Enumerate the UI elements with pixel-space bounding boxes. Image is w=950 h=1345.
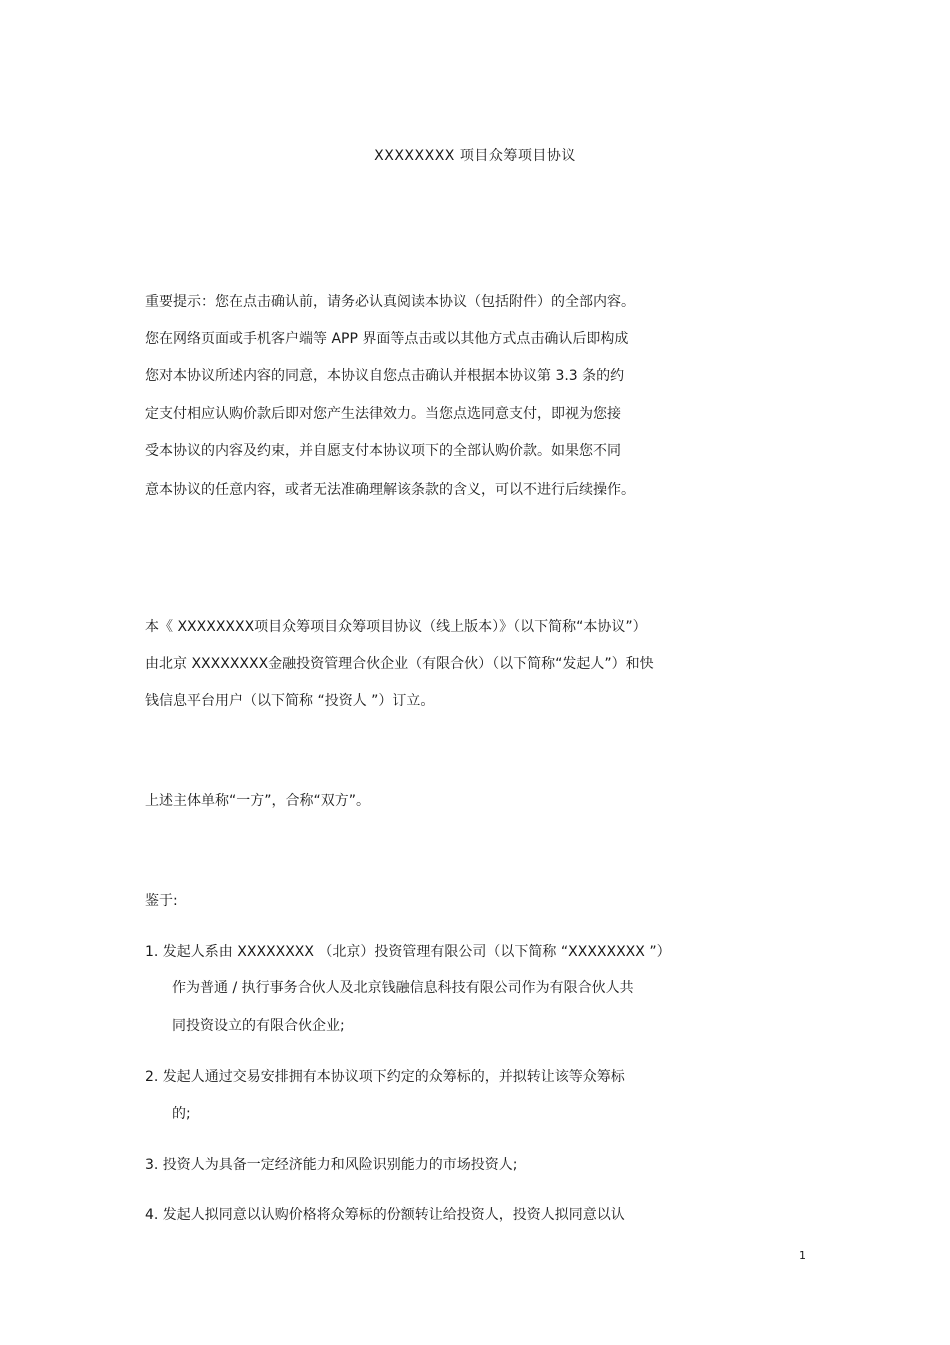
notice-line: 受本协议的内容及约束，并自愿支付本协议项下的全部认购价款。如果您不同 [145,443,621,459]
whereas-item-2: 2. 发起人通过交易安排拥有本协议项下约定的众筹标的，并拟转让该等众筹标 [145,1069,625,1085]
page-number: 1 [799,1249,806,1262]
notice-line: 您对本协议所述内容的同意，本协议自您点击确认并根据本协议第 3.3 条的约 [145,368,625,384]
parties-line: 钱信息平台用户（以下简称 “投资人 ”）订立。 [145,693,435,709]
notice-line: 重要提示：您在点击确认前，请务必认真阅读本协议（包括附件）的全部内容。 [145,294,635,310]
notice-line: 您在网络页面或手机客户端等 APP 界面等点击或以其他方式点击确认后即构成 [145,331,629,347]
whereas-heading: 鉴于: [145,893,178,909]
whereas-item-2-continuation: 的; [172,1106,191,1122]
notice-line: 意本协议的任意内容，或者无法准确理解该条款的含义，可以不进行后续操作。 [145,482,635,498]
whereas-item-1-continuation: 同投资设立的有限合伙企业; [172,1018,345,1034]
document-title: XXXXXXXX 项目众筹项目协议 [374,148,576,164]
whereas-item-1-continuation: 作为普通 / 执行事务合伙人及北京钱融信息科技有限公司作为有限合伙人共 [172,980,634,996]
summary-text: 上述主体单称“一方”，合称“双方”。 [145,793,371,809]
parties-line: 由北京 XXXXXXXX金融投资管理合伙企业（有限合伙）（以下简称“发起人”）和快 [145,656,654,672]
parties-line: 本《 XXXXXXXX项目众筹项目众筹项目协议（线上版本）》（以下简称“本协议”） [145,619,647,635]
notice-line: 定支付相应认购价款后即对您产生法律效力。当您点选同意支付，即视为您接 [145,406,621,422]
whereas-item-1: 1. 发起人系由 XXXXXXXX （北京）投资管理有限公司（以下简称 “XXXXXXXX ”） [145,944,671,960]
whereas-item-3: 3. 投资人为具备一定经济能力和风险识别能力的市场投资人; [145,1157,518,1173]
whereas-item-4: 4. 发起人拟同意以认购价格将众筹标的份额转让给投资人，投资人拟同意以认 [145,1207,625,1223]
